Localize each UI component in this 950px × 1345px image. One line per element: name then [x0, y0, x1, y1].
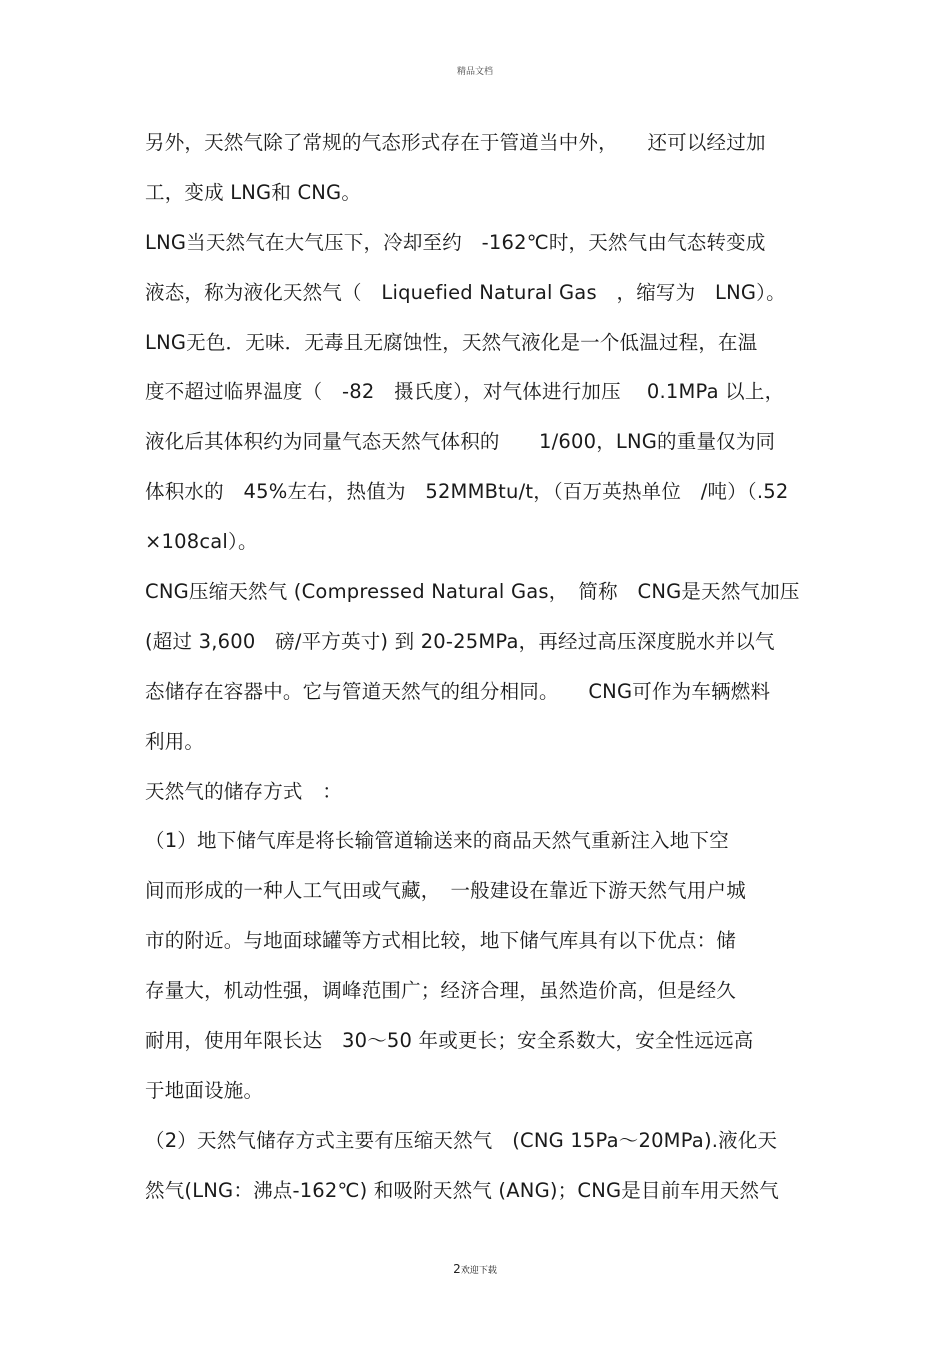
text-line: 耐用，使用年限长达 30～50 年或更长；安全系数大，安全性远远高: [145, 1029, 754, 1053]
page-number: 2: [453, 1262, 461, 1276]
text-line: 市的附近。与地面球罐等方式相比较，地下储气库具有以下优点：储: [145, 929, 737, 953]
text-line: 态储存在容器中。它与管道天然气的组分相同。 CNG可作为车辆燃料: [145, 679, 771, 703]
text-line: （1）地下储气库是将长输管道输送来的商品天然气重新注入地下空: [145, 829, 729, 853]
page-footer: [0, 1262, 950, 1276]
text-line: 液化后其体积约为同量气态天然气体积的 1/600，LNG的重量仅为同: [145, 430, 776, 454]
text-line: CNG压缩天然气 (Compressed Natural Gas， 简称 CNG是天然气加压: [145, 580, 800, 604]
section-heading: 天然气的储存方式 ：: [145, 779, 343, 803]
text-line: 体积水的 45%左右，热值为 52MMBtu/t，（百万英热单位 /吨）（.52: [145, 480, 789, 504]
document-body: [145, 118, 815, 1216]
text-line: (超过 3,600 磅/平方英寸) 到 20-25MPa，再经过高压深度脱水并以气: [145, 629, 775, 653]
text-line: 液态，称为液化天然气（ Liquefied Natural Gas ，缩写为 LNG）。: [145, 280, 786, 304]
text-line: 然气(LNG：沸点-162℃) 和吸附天然气 (ANG)；CNG是目前车用天然气: [145, 1178, 779, 1202]
text-line: 度不超过临界温度（ -82 摄氏度），对气体进行加压 0.1MPa 以上，: [145, 380, 785, 404]
text-line: 工，变成 LNG和 CNG。: [145, 180, 362, 204]
footer-text: 欢迎下载: [460, 1266, 497, 1276]
text-line: 间而形成的一种人工气田或气藏， 一般建设在靠近下游天然气用户城: [145, 879, 746, 903]
text-line: 存量大，机动性强，调峰范围广；经济合理，虽然造价高，但是经久: [145, 979, 737, 1003]
text-line: LNG当天然气在大气压下，冷却至约 -162℃时，天然气由气态转变成: [145, 230, 766, 254]
text-line: 另外，天然气除了常规的气态形式存在于管道当中外， 还可以经过加: [145, 131, 766, 154]
text-line: LNG无色．无味．无毒且无腐蚀性，天然气液化是一个低温过程，在温: [145, 330, 758, 354]
page-header: 精品文档: [456, 67, 493, 77]
text-line: ×108cal）。: [145, 530, 258, 554]
text-line: 利用。: [145, 729, 205, 753]
text-line: （2）天然气储存方式主要有压缩天然气 (CNG 15Pa～20MPa).液化天: [145, 1128, 778, 1152]
text-line: 于地面设施。: [145, 1078, 264, 1102]
